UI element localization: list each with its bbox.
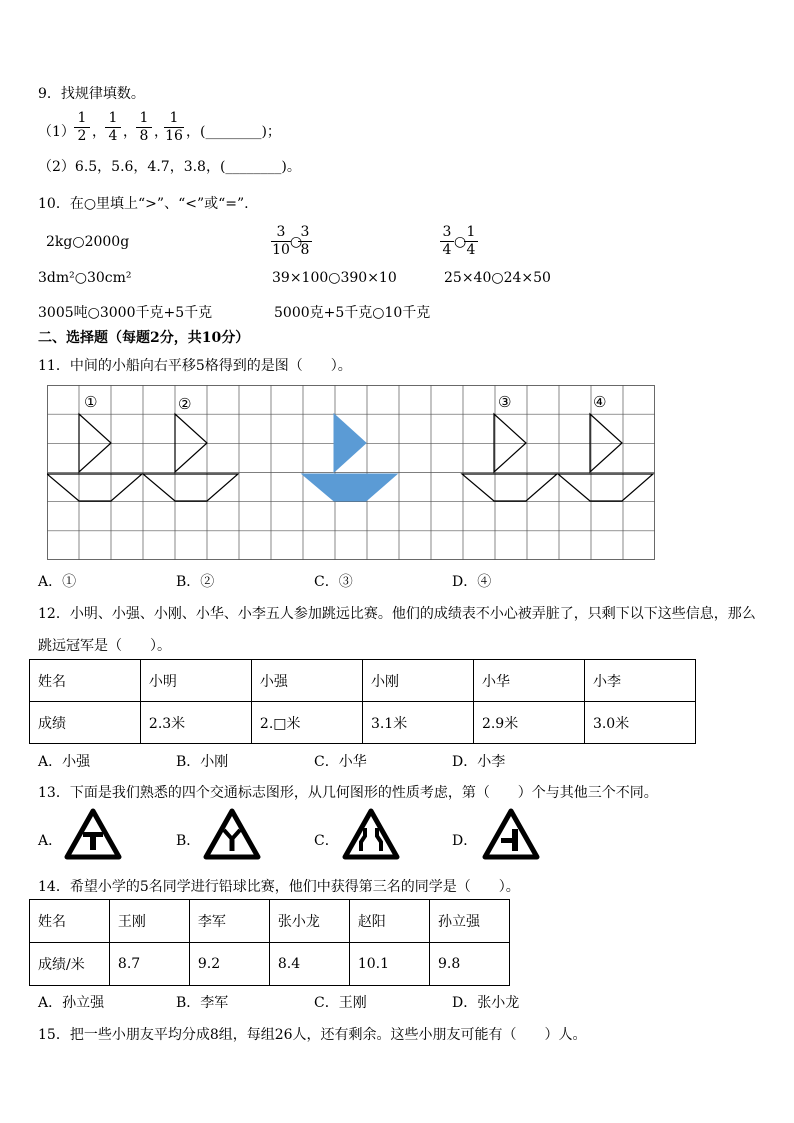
table-cell: 8.7: [109, 943, 189, 986]
q13-option-c[interactable]: C．: [314, 833, 339, 849]
q12-line2: 跳远冠军是（ ）。: [38, 638, 171, 654]
q12-score-table: [29, 659, 696, 744]
table-header-cell: 赵阳: [349, 900, 429, 943]
table-cell: 8.4: [269, 943, 349, 986]
table-header-cell: 王刚: [109, 900, 189, 943]
q14-option-b[interactable]: B．李军: [176, 995, 229, 1011]
boat-label-3: ③: [498, 393, 512, 411]
table-header-cell: 小刚: [362, 660, 473, 702]
table-cell: 9.8: [429, 943, 509, 986]
table-row: [30, 702, 696, 744]
q9-fraction-4: $\frac{1}{16}$: [165, 110, 183, 144]
table-cell: 2.3米: [140, 702, 251, 744]
traffic-sign-d-icon: [482, 808, 540, 860]
q9-separator: ，: [154, 124, 168, 140]
section-heading: 二、选择题（每题2分，共10分）: [38, 330, 250, 346]
table-cell: 10.1: [349, 943, 429, 986]
q14-title: 14．希望小学的5名同学进行铅球比赛，他们中获得第三名的同学是（ ）。: [38, 879, 520, 895]
q9-part1-label: （1）: [38, 124, 75, 140]
q10-r3c2[interactable]: 5000克+5千克○10千克: [274, 305, 431, 321]
q15-title: 15．把一些小朋友平均分成8组，每组26人，还有剩余。这些小朋友可能有（ ）人。: [38, 1027, 587, 1043]
q12-option-b[interactable]: B．小刚: [176, 754, 229, 770]
q11-option-c[interactable]: C．③: [314, 574, 353, 590]
q9-fraction-3: $\frac{1}{8}$: [136, 110, 152, 145]
table-cell: 2.□米: [251, 702, 362, 744]
traffic-sign-c-icon: [342, 808, 400, 860]
table-row: [30, 900, 510, 943]
table-header-cell: 孙立强: [429, 900, 509, 943]
boat-label-4: ④: [593, 393, 607, 411]
traffic-sign-b-icon: [203, 808, 261, 860]
q12-option-c[interactable]: C．小华: [314, 754, 367, 770]
q10-r1c3-circle[interactable]: ○: [454, 234, 467, 250]
q10-r3c1[interactable]: 3005吨○3000千克+5千克: [38, 305, 213, 321]
q10-r2c1[interactable]: 3dm²○30cm²: [38, 270, 132, 286]
table-cell: 成绩/米: [30, 943, 110, 986]
q11-title: 11．中间的小船向右平移5格得到的是图（ ）。: [38, 358, 352, 374]
q10-r2c2[interactable]: 39×100○390×10: [272, 270, 397, 286]
table-header-cell: 小明: [140, 660, 251, 702]
table-header-cell: 姓名: [30, 900, 110, 943]
q11-boat-grid-figure: [47, 385, 657, 561]
table-header-cell: 姓名: [30, 660, 141, 702]
table-cell: 成绩: [30, 702, 141, 744]
table-cell: 3.0米: [584, 702, 695, 744]
q14-score-table: [29, 899, 510, 986]
traffic-sign-a-icon: [64, 808, 122, 860]
q10-r1c2-frac2: $\frac{3}{8}$: [298, 224, 312, 259]
q13-option-b[interactable]: B．: [176, 833, 201, 849]
boat-4-hull: [558, 474, 653, 501]
boat-3-hull: [462, 474, 557, 501]
boat-2-hull: [143, 474, 238, 501]
q13-title: 13．下面是我们熟悉的四个交通标志图形，从几何图形的性质考虑，第（ ）个与其他三个不同。: [38, 785, 658, 801]
q14-option-c[interactable]: C．王刚: [314, 995, 367, 1011]
middle-boat-sail: [334, 414, 366, 472]
table-header-cell: 小华: [473, 660, 584, 702]
boat-1-hull: [47, 474, 142, 501]
q11-option-a[interactable]: A．①: [38, 574, 77, 590]
q12-line1: 12．小明、小强、小刚、小华、小李五人参加跳远比赛。他们的成绩表不小心被弄脏了，只剩下以下这些信息，那么: [38, 606, 756, 622]
table-header-cell: 小强: [251, 660, 362, 702]
table-cell: 9.2: [189, 943, 269, 986]
q9-part2[interactable]: （2）6.5，5.6，4.7，3.8，(________)。: [38, 159, 301, 175]
table-header-cell: 小李: [584, 660, 695, 702]
q12-option-d[interactable]: D．小李: [452, 754, 506, 770]
q11-option-d[interactable]: D．④: [452, 574, 492, 590]
q10-r1c2-frac1: $\frac{3}{10}$: [272, 224, 290, 258]
q13-option-a[interactable]: A．: [38, 833, 63, 849]
boat-label-2: ②: [178, 395, 192, 413]
q10-r1c3-frac1: $\frac{3}{4}$: [440, 224, 454, 259]
q9-title: 9．找规律填数。: [38, 86, 145, 102]
q10-r1c2-circle[interactable]: ○: [290, 234, 303, 250]
table-row: [30, 660, 696, 702]
boat-label-1: ①: [84, 393, 98, 411]
table-row: [30, 943, 510, 986]
q13-option-d[interactable]: D．: [452, 833, 478, 849]
q14-option-d[interactable]: D．张小龙: [452, 995, 520, 1011]
q10-r1c1[interactable]: 2kg○2000g: [46, 234, 130, 250]
q9-separator: ，: [92, 124, 106, 140]
q9-part1-blank[interactable]: ，(________)；: [186, 124, 281, 140]
q9-separator: ，: [123, 124, 137, 140]
table-header-cell: 李军: [189, 900, 269, 943]
q10-r1c3-frac2: $\frac{1}{4}$: [464, 224, 478, 259]
q14-option-a[interactable]: A．孙立强: [38, 995, 105, 1011]
table-header-cell: 张小龙: [269, 900, 349, 943]
table-cell: 2.9米: [473, 702, 584, 744]
q12-option-a[interactable]: A．小强: [38, 754, 91, 770]
q11-option-b[interactable]: B．②: [176, 574, 215, 590]
table-cell: 3.1米: [362, 702, 473, 744]
q10-title: 10．在○里填上“>”、“<”或“=”.: [38, 196, 249, 212]
q10-r2c3[interactable]: 25×40○24×50: [444, 270, 551, 286]
q9-fraction-2: $\frac{1}{4}$: [105, 110, 121, 145]
middle-boat-hull: [302, 474, 397, 501]
q9-fraction-1: $\frac{1}{2}$: [74, 110, 90, 145]
